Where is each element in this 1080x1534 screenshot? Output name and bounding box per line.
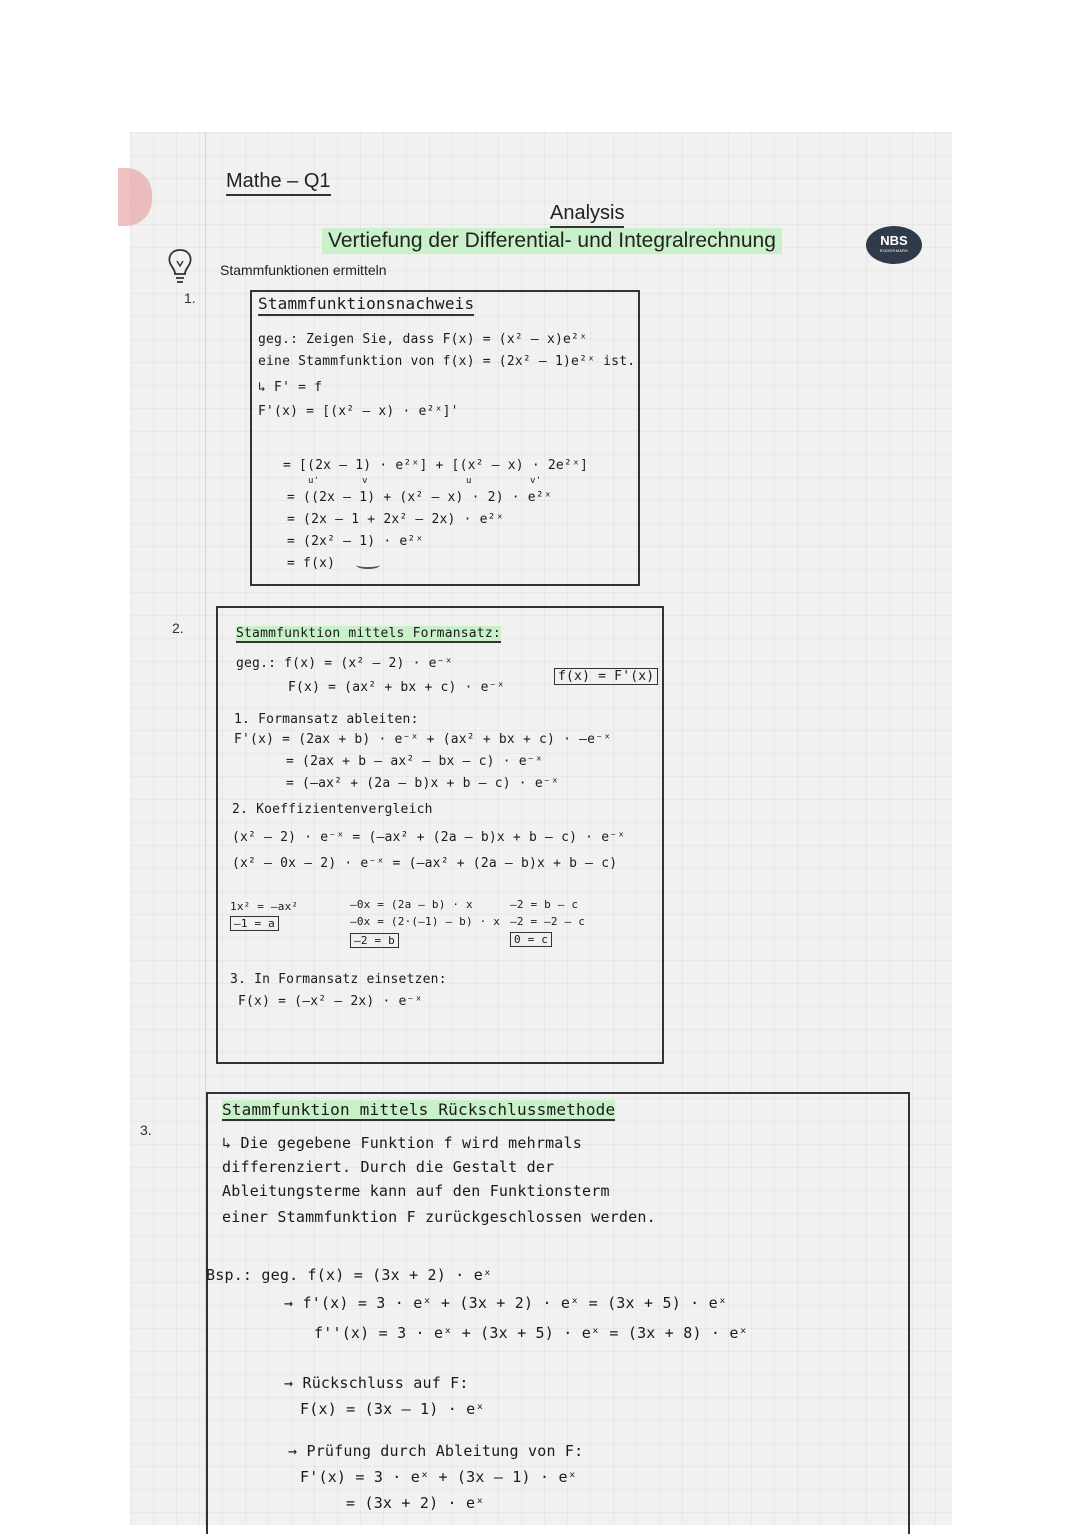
section1-line: geg.: Zeigen Sie, dass F(x) = (x² – x)e²ˣ [258, 332, 588, 347]
step1-line: = (–ax² + (2a – b)x + b – c) · e⁻ˣ [286, 776, 559, 791]
section1-line: = ((2x – 1) + (x² – x) · 2) · e²ˣ [287, 490, 552, 505]
step2-line: (x² – 0x – 2) · e⁻ˣ = (–ax² + (2a – b)x + b – c) [232, 856, 618, 871]
section1-line: eine Stammfunktion von f(x) = (2x² – 1)e²ˣ ist. [258, 354, 636, 369]
rule-box: f(x) = F'(x) [554, 668, 658, 685]
area-title: Analysis [550, 202, 624, 228]
step3-title: 3. In Formansatz einsetzen: [230, 972, 447, 987]
section-heading: Stammfunktionen ermitteln [220, 262, 387, 278]
item-number: 1. [184, 290, 196, 306]
step2-line: (x² – 2) · e⁻ˣ = (–ax² + (2a – b)x + b – c) · e⁻ˣ [232, 830, 626, 845]
example-line: = (3x + 2) · eˣ [346, 1494, 485, 1512]
example-line: → Rückschluss auf F: [284, 1374, 469, 1392]
section1-line: ↳ F' = f [258, 380, 323, 395]
coef-a-line: 1x² = –ax² [230, 900, 299, 913]
given-function: geg.: f(x) = (x² – 2) · e⁻ˣ [236, 656, 453, 671]
coef-b-result: –2 = b [350, 933, 399, 948]
lightbulb-icon [165, 247, 195, 287]
section1-line: F'(x) = [(x² – x) · e²ˣ]' [258, 404, 459, 419]
step3-result: F(x) = (–x² – 2x) · e⁻ˣ [238, 994, 423, 1009]
step1-title: 1. Formansatz ableiten: [234, 712, 419, 727]
coef-a-result: –1 = a [230, 916, 279, 931]
ansatz-function: F(x) = (ax² + bx + c) · e⁻ˣ [288, 680, 505, 695]
section3-text: Ableitungsterme kann auf den Funktionsterm [222, 1182, 610, 1200]
scribble-mark [356, 561, 380, 569]
school-logo: NBS RODERMARK [866, 226, 922, 264]
section1-title: Stammfunktionsnachweis [258, 294, 474, 316]
coef-b-line: –0x = (2·(–1) – b) · x [350, 915, 501, 928]
coef-b-line: –0x = (2a – b) · x [350, 898, 473, 911]
section1-line: = [(2x – 1) · e²ˣ] + [(x² – x) · 2e²ˣ] [283, 458, 589, 473]
section1-line: = (2x² – 1) · e²ˣ [287, 534, 424, 549]
example-line: F'(x) = 3 · eˣ + (3x – 1) · eˣ [300, 1468, 577, 1486]
coef-c-line: –2 = b – c [510, 898, 579, 911]
section3-text: ↳ Die gegebene Funktion f wird mehrmals [222, 1134, 582, 1152]
uv-mark: u' [308, 476, 320, 486]
uv-mark: v' [530, 476, 542, 486]
example-line: f''(x) = 3 · eˣ + (3x + 5) · eˣ = (3x + 8) · eˣ [314, 1324, 748, 1342]
uv-mark: u [466, 476, 472, 486]
section1-line: = f(x) [287, 556, 336, 571]
section2-title: Stammfunktion mittels Formansatz: [236, 626, 501, 641]
subject-title: Mathe – Q1 [226, 170, 331, 196]
coef-c-result: 0 = c [510, 932, 552, 947]
example-line: Bsp.: geg. f(x) = (3x + 2) · eˣ [206, 1266, 493, 1284]
coef-c-line: –2 = –2 – c [510, 915, 586, 928]
item-number: 2. [172, 620, 184, 636]
section1-line: = (2x – 1 + 2x² – 2x) · e²ˣ [287, 512, 504, 527]
step2-title: 2. Koeffizientenvergleich [232, 802, 433, 817]
example-line: → Prüfung durch Ableitung von F: [288, 1442, 584, 1460]
section3-title: Stammfunktion mittels Rückschlussmethode [222, 1100, 616, 1119]
item-number: 3. [140, 1122, 152, 1138]
example-line: → f'(x) = 3 · eˣ + (3x + 2) · eˣ = (3x + 5) · eˣ [284, 1294, 728, 1312]
section3-text: einer Stammfunktion F zurückgeschlossen werden. [222, 1208, 656, 1226]
topic-heading: Vertiefung der Differential- und Integralrechnung [322, 228, 782, 254]
uv-mark: v [362, 476, 368, 486]
step1-line: = (2ax + b – ax² – bx – c) · e⁻ˣ [286, 754, 543, 769]
example-line: F(x) = (3x – 1) · eˣ [300, 1400, 485, 1418]
step1-line: F'(x) = (2ax + b) · e⁻ˣ + (ax² + bx + c) · –e⁻ˣ [234, 732, 612, 747]
section3-text: differenziert. Durch die Gestalt der [222, 1158, 555, 1176]
